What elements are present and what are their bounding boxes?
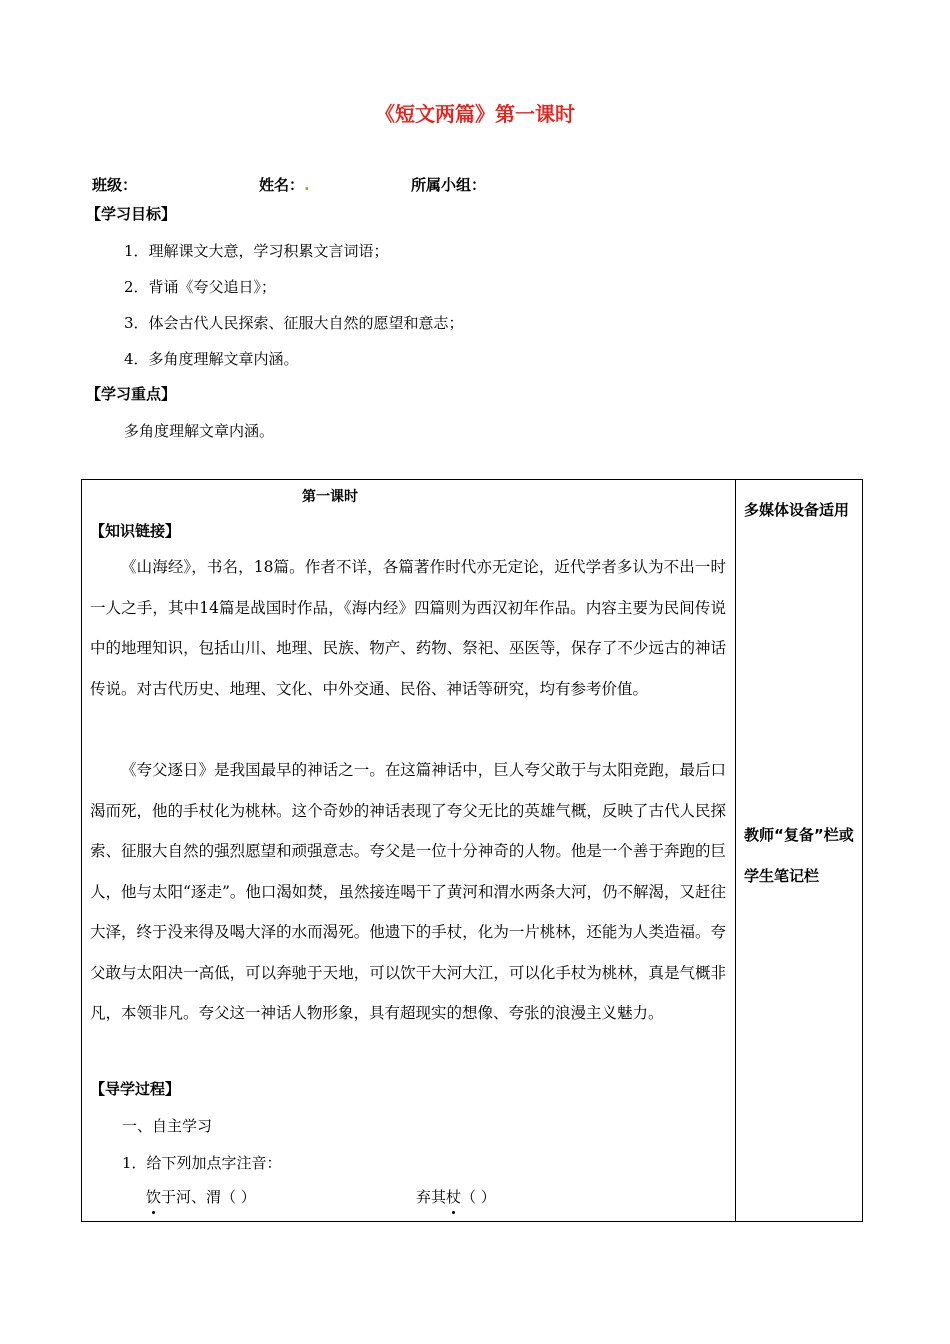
phonetic-item-a [146, 1186, 256, 1207]
focus-text: 多角度理解文章内涵。 [124, 422, 275, 440]
name-mark: . [304, 176, 310, 194]
knowledge-heading: 【知识链接】 [90, 522, 181, 540]
item-a-post: 于河、渭（ ） [161, 1188, 256, 1206]
phonetic-item-b [416, 1186, 496, 1207]
lesson-table [81, 479, 863, 1222]
knowledge-paragraph-1: 《山海经》，书名，18篇。作者不详，各篇著作时代亦无定论，近代学者多认为不出一时一人之手，其中14篇是战国时作品，《海内经》四篇则为西汉初年作品。内容主要为民间传说中的地理知识，包括山川、地理、民族、物产、药物、祭祀、巫医等，保存了不少远古的神话传说。对古代历史、地理、文化、中外交通、民俗、神话等研究，均有参考价值。 [90, 558, 726, 698]
goal-item: 1．理解课文大意，学习积累文言词语； [124, 242, 389, 260]
page-title: 《短文两篇》第一课时 [375, 102, 575, 126]
item-b-post: （ ） [461, 1188, 496, 1206]
goal-item: 4．多角度理解文章内涵。 [124, 350, 299, 368]
side-notes-cell [736, 480, 863, 1222]
goal-item: 3．体会古代人民探索、征服大自然的愿望和意志； [124, 314, 464, 332]
item-b-pre: 弃其 [416, 1188, 447, 1206]
side-note-teacher: 教师“复备”栏或学生笔记栏 [744, 826, 854, 885]
name-label [259, 174, 310, 195]
item-b-dotted-char: 杖 [446, 1188, 462, 1206]
self-study-step: 一、自主学习 [122, 1117, 213, 1135]
name-label-text: 姓名： [259, 176, 305, 194]
class-label: 班级： [92, 176, 138, 194]
side-note-multimedia: 多媒体设备适用 [744, 501, 850, 519]
focus-heading: 【学习重点】 [86, 385, 177, 403]
item-a-dotted-char: 饮 [146, 1188, 162, 1206]
goal-item: 2．背诵《夸父追日》； [124, 278, 277, 296]
learning-goals-heading: 【学习目标】 [86, 205, 177, 223]
group-label: 所属小组： [411, 176, 487, 194]
knowledge-paragraph-2: 《夸父逐日》是我国最早的神话之一。在这篇神话中，巨人夸父敢于与太阳竞跑，最后口渴而死，他的手杖化为桃林。这个奇妙的神话表现了夸父无比的英雄气概，反映了古代人民探索、征服大自然的强烈愿望和顽强意志。夸父是一位十分神奇的人物。他是一个善于奔跑的巨人，他与太阳“逐走”。他口渴如焚，虽然接连喝干了黄河和渭水两条大河，仍不解渴，又赶往大泽，终于没来得及喝大泽的水而渴死。他遗下的手杖，化为一片桃林，还能为人类造福。夸父敢与太阳决一高低，可以奔驰于天地，可以饮干大河大江，可以化手杖为桃林，真是气概非凡，本领非凡。夸父这一神话人物形象，具有超现实的想像、夸张的浪漫主义魅力。 [90, 761, 726, 1022]
question-1: 1．给下列加点字注音： [122, 1154, 282, 1172]
guide-heading: 【导学过程】 [90, 1080, 181, 1098]
main-content-cell [82, 480, 736, 1222]
lesson-title: 第一课时 [302, 489, 358, 505]
